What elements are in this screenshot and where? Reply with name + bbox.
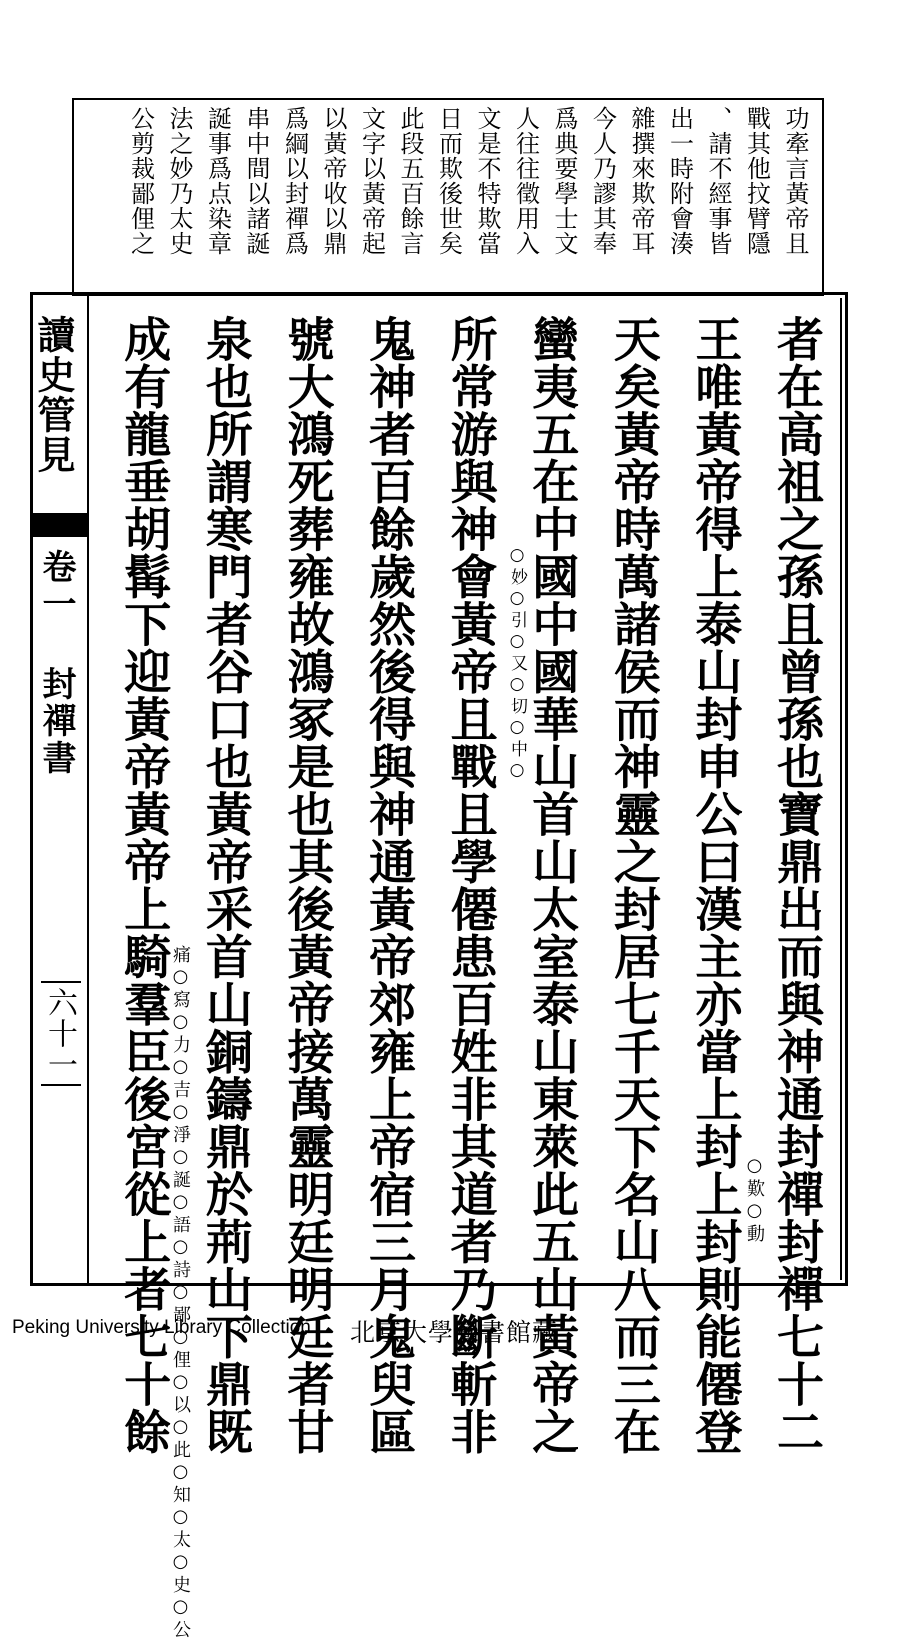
main-text: 者在高祖之孫且曾孫也寶鼎出而與神通封禪封禪七十二 王唯黃帝得上泰山封申公曰漢主亦當上封上封則能僊登 天矣黃帝時萬諸侯而神靈之封居七千天下名山八而三在 蠻夷五在中國中國華山首山太室泰山東萊此五山黃帝之 所常游與神會黃帝且戰且學僊患百姓非其道者乃斷斬非 鬼神者百餘歲然後得與神通黃帝郊雍上帝宿三月鬼臾區 號大鴻死葬雍故鴻冢是也其後黃帝接萬靈明廷明廷者甘 泉也所謂寒門者谷口也黃帝采首山銅鑄鼎於荊山下鼎既 成有龍垂胡髯下迎黃帝黃帝上騎羣臣後宮從上者七十餘 [116, 315, 824, 1455]
interlinear-annotation: ○妙○引○又○切○中○ [507, 545, 527, 783]
headnote-box [72, 98, 824, 296]
footer [12, 1313, 892, 1347]
book-title: 讀史管見 [31, 315, 76, 475]
chapter-label: 卷一 封禪書 [36, 549, 76, 777]
page-number: 六十一 [41, 981, 81, 1086]
headnote-text: 功牽言黃帝且 戰其他抆臂隱 、請不經事皆 出一時附會湊 雜撰來欺帝耳 今人乃謬其奉 爲典要學士文 人往往徵用入 文是不特欺當 日而欺後世矣 此段五百餘言 文字以黃帝起 以黃帝收以鼎 爲綱以封禪爲 串中間以諸誕 誕事爲点染章 法之妙乃太史 公剪裁鄙俚之 [126, 106, 809, 256]
fishtail-mark [33, 513, 87, 537]
margin-strip [33, 295, 89, 1283]
interlinear-annotation: 痛○寫○力○吉○淨○誕○語○詩○鄙○俚○以○此○知○太○史○公 [170, 945, 191, 1641]
interlinear-annotation: ○歎○動 [744, 1155, 765, 1245]
collection-credit-zh: 北京大學圖書館藏 [350, 1318, 559, 1347]
collection-credit-en: Peking University Library Collection [12, 1317, 311, 1338]
